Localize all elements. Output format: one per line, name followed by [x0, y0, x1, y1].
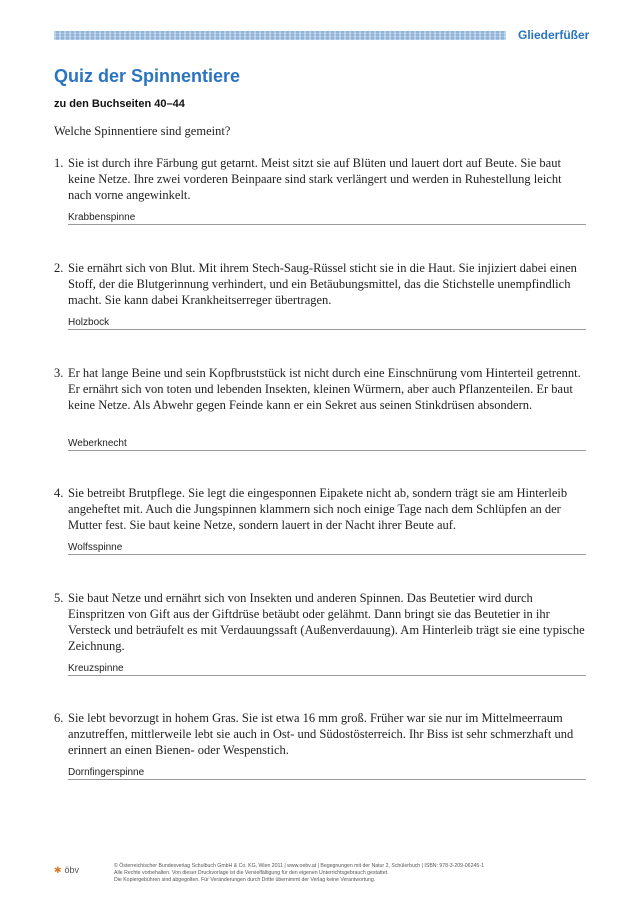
page-subtitle: zu den Buchseiten 40–44	[54, 98, 185, 110]
answer-line[interactable]: Dornfingerspinne	[68, 767, 586, 780]
question-text: Sie betreibt Brutpflege. Sie legt die eingesponnen Eipakete nicht ab, sondern trägt sie am Hinterleib angeheftet mit. Auch die Jungspinnen klammern sich noch einige Tage nach dem Schlüpfen an der Mutter fest. Sie baut keine Netze, sondern lauert in der Nacht ihrer Beute auf.	[68, 486, 568, 532]
question-item	[54, 260, 586, 328]
asterisk-icon: ✱	[54, 865, 62, 875]
copyright-line: © Österreichischer Bundesverlag Schulbuch GmbH & Co. KG, Wien 2011 | www.oebv.at | Begegnungen mit der Natur 2, Schülerbuch | ISBN: 978-3-209-06245-1	[114, 863, 484, 869]
copyright-notice	[114, 863, 594, 884]
question-number: 3.	[54, 366, 64, 380]
question-text: Sie ist durch ihre Färbung gut getarnt. Meist sitzt sie auf Blüten und lauert dort auf Beute. Sie baut keine Netze. Ihre zwei vorderen Beinpaare sind stark verlängert und werden in Ruhestellung leicht nach vorne angewinkelt.	[68, 156, 562, 202]
question-item	[54, 485, 586, 553]
question-text: Sie lebt bevorzugt in hohem Gras. Sie ist etwa 16 mm groß. Früher war sie nur im Mittelmeerraum anzutreffen, mittlerweile lebt sie auch in Ost- und Südostösterreich. Ihr Biss ist sehr schmerzhaft und erinnert an einen Bienen- oder Wespenstich.	[68, 711, 574, 757]
question-number: 5.	[54, 591, 64, 605]
answer-line[interactable]: Kreuzspinne	[68, 663, 586, 676]
section-label: Gliederfüßer	[518, 28, 590, 42]
answer-line[interactable]: Weberknecht	[68, 438, 586, 451]
question-text: Er hat lange Beine und sein Kopfbruststück ist nicht durch eine Einschnürung vom Hinterteil getrennt. Er ernährt sich von toten und lebenden Insekten, kleinen Würmern, aber auch Pflanzenteilen. Er baut keine Netze. Als Abwehr gegen Feinde kann er ein Sekret aus seinen Stinkdrüsen absondern.	[68, 366, 581, 412]
question-item	[54, 365, 586, 449]
header-decorative-band	[54, 31, 506, 40]
question-number: 6.	[54, 711, 64, 725]
page-title: Quiz der Spinnentiere	[54, 66, 241, 86]
copyright-line: Die Kopiergebühren sind abgegolten. Für Veränderungen durch Dritte übernimmt der Verlag keine Verantwortung.	[114, 877, 376, 883]
question-item	[54, 710, 586, 778]
answer-line[interactable]: Krabbenspinne	[68, 212, 586, 225]
question-number: 1.	[54, 156, 64, 170]
question-text: Sie baut Netze und ernährt sich von Insekten und anderen Spinnen. Das Beutetier wird durch Einspritzen von Gift aus der Giftdrüse betäubt oder gelähmt. Dann bringt sie das Beutetier in ihr Versteck und beträufelt es mit Verdauungssaft (Außenverdauung). Am Hinterleib trägt sie eine typische Zeichnung.	[68, 591, 585, 653]
answer-line[interactable]: Wolfsspinne	[68, 542, 586, 555]
answer-line[interactable]: Holzbock	[68, 317, 586, 330]
question-item	[54, 590, 586, 674]
question-number: 4.	[54, 486, 64, 500]
question-number: 2.	[54, 261, 64, 275]
question-item	[54, 155, 586, 223]
copyright-line: Alle Rechte vorbehalten. Von dieser Druckvorlage ist die Vervielfältigung für den eigenen Unterrichtsgebrauch gestattet.	[114, 870, 389, 876]
question-text: Sie ernährt sich von Blut. Mit ihrem Stech-Saug-Rüssel sticht sie in die Haut. Sie injiziert dabei einen Stoff, der die Blutgerinnung verhindert, und ein Betäubungsmittel, das die Stichstelle unempfindlich macht. Sie kann dabei Krankheitserreger übertragen.	[68, 261, 577, 307]
intro-question: Welche Spinnentiere sind gemeint?	[54, 124, 231, 138]
publisher-logo: ✱ öbv	[54, 865, 80, 875]
